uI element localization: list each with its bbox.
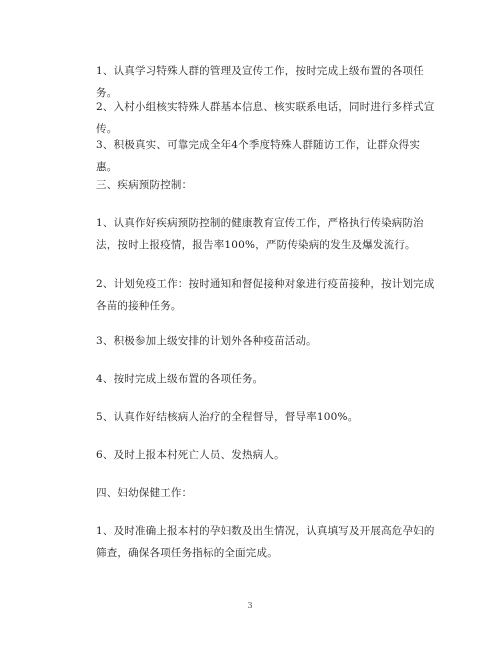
paragraph-disease-control-1: 1、认真作好疾病预防控制的健康教育宣传工作，严格执行传染病防治法，按时上报疫情，报告率100%，严防传染病的发生及爆发流行。: [96, 217, 424, 251]
paragraph-special-population-1: 1、认真学习特殊人群的管理及宣传工作，按时完成上级布置的各项任务。: [96, 65, 424, 99]
page-number: 3: [247, 601, 253, 610]
paragraph-disease-control-5: 5、认真作好结核病人治疗的全程督导，督导率100%。: [96, 411, 359, 423]
paragraph-disease-control-3: 3、积极参加上级安排的计划外各种疫苗活动。: [96, 335, 317, 347]
paragraph-special-population-3: 3、积极真实、可靠完成全年4个季度特殊人群随访工作，让群众得实惠。: [96, 139, 421, 173]
paragraph-maternal-child-health-1: 1、及时准确上报本村的孕妇数及出生情况，认真填写及开展高危孕妇的筛查，确保各项任务指标的全面完成。: [96, 525, 435, 559]
paragraph-disease-control-2: 2、计划免疫工作：按时通知和督促接种对象进行疫苗接种，按计划完成各苗的接种任务。: [96, 278, 435, 312]
paragraph-disease-control-4: 4、按时完成上级布置的各项任务。: [96, 373, 264, 385]
paragraph-special-population-2: 2、入村小组核实特殊人群基本信息、核实联系电话，同时进行多样式宣传。: [96, 101, 435, 135]
section-heading-disease-control: 三、疾病预防控制：: [96, 179, 193, 191]
section-heading-maternal-child-health: 四、妇幼保健工作：: [96, 487, 193, 499]
paragraph-disease-control-6: 6、及时上报本村死亡人员、发热病人。: [96, 449, 285, 461]
